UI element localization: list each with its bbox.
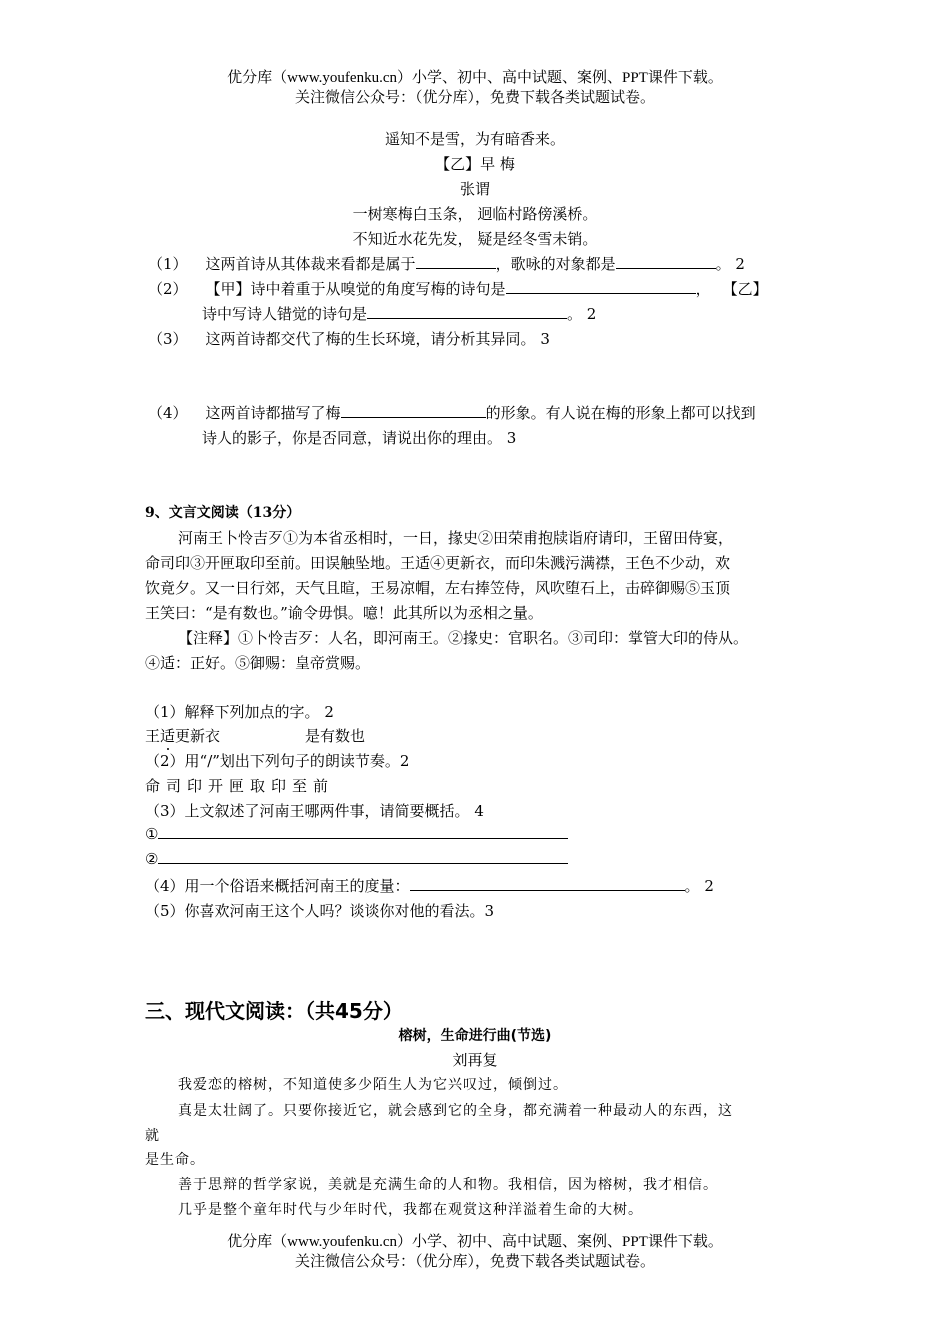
q8-q2-blank-1[interactable]: [506, 292, 696, 294]
article-line-5: 善于思辩的哲学家说，美就是充满生命的人和物。我相信，因为榕树，我才相信。: [178, 1177, 718, 1193]
article-line-2: 真是太壮阔了。只要你接近它，就会感到它的全身，都充满着一种最动人的东西，这: [178, 1103, 733, 1119]
q8-q1-blank-1[interactable]: [416, 267, 496, 269]
q8-q2-text-c: 【乙】: [722, 280, 768, 298]
footer-line-1: 优分库（www.youfenku.cn）小学、初中、高中试题、案例、PPT课件下载。: [227, 1234, 723, 1250]
q8-q2-text-d: 诗中写诗人错觉的诗句是: [202, 305, 368, 323]
q9-sq3-marker-2: ②: [145, 850, 159, 868]
q9-passage-line-4: 王笑曰：“是有数也。”谕令毋惧。噫！此其所以为丞相之量。: [145, 604, 543, 622]
q8-question-2-cont: [202, 303, 596, 324]
q9-sub-question-3: （3）上文叙述了河南王哪两件事，请简要概括。 4: [145, 802, 484, 820]
q9-sq3-blank-1[interactable]: [158, 837, 568, 839]
q8-q1-text-b: ，歌咏的对象都是: [495, 255, 616, 273]
q9-sq1-word-2: [305, 725, 365, 746]
header-line-2: 关注微信公众号：（优分库），免费下载各类试题试卷。: [294, 90, 655, 106]
q9-sq1-w1-post: 更新衣: [175, 727, 221, 745]
q9-sq4-blank[interactable]: [410, 889, 685, 891]
q9-passage-line-1: 河南王卜怜吉歹①为本省丞相时，一日，掾史②田荣甫抱牍诣府请印，王留田侍宴，: [178, 529, 734, 547]
q9-sq1-word-1: [145, 725, 220, 746]
q8-question-1: [148, 253, 745, 274]
q8-q3-number: （3）: [148, 330, 188, 348]
q8-question-3: [148, 328, 550, 349]
q9-sq1-w2-post: 也: [350, 727, 366, 745]
q9-passage-line-2: 命司印③开匣取印至前。田误触坠地。王适④更新衣，而印朱溅污满襟，王色不少动，欢: [145, 554, 731, 572]
poem-b-line-2: 不知近水花先发， 疑是经冬雪未销。: [352, 230, 598, 248]
q9-sub-question-4: [145, 875, 714, 896]
header-line-1: 优分库（www.youfenku.cn）小学、初中、高中试题、案例、PPT课件下载。: [227, 70, 723, 86]
q9-sq1-w1-dotted: 适: [160, 727, 176, 745]
q9-sq3-answer-1: [145, 825, 568, 843]
q8-q1-number: （1）: [148, 255, 188, 273]
q9-sq3-marker-1: ①: [145, 825, 159, 843]
q8-q4-number: （4）: [148, 404, 188, 422]
q9-sq1-w1-pre: 王: [145, 727, 161, 745]
article-line-3: 就: [145, 1128, 160, 1144]
q8-question-2: [148, 278, 768, 299]
q9-note-line-2: ④适：正好。⑤御赐：皇帝赏赐。: [145, 654, 371, 672]
poem-b-line-1: 一树寒梅白玉条， 迥临村路傍溪桥。: [352, 205, 598, 223]
q9-sq2-sentence: 命司印开匣取印至前: [145, 777, 335, 795]
article-line-6: 几乎是整个童年时代与少年时代，我都在观赏这种洋溢着生命的大树。: [178, 1202, 643, 1218]
q9-sq1-w2-dotted: 数: [335, 727, 351, 745]
q9-note-line-1: 【注释】①卜怜吉歹：人名，即河南王。②掾史：官职名。③司印：掌管大印的侍从。: [178, 629, 749, 647]
q9-sq4-text-b: 。 2: [684, 877, 714, 895]
q9-sub-question-1: （1）解释下列加点的字。 2: [145, 703, 334, 721]
poem-b-author: 张谓: [459, 180, 490, 198]
q8-q2-text-a: 【甲】诗中着重于从嗅觉的角度写梅的诗句是: [205, 280, 506, 298]
q9-sub-question-5: （5）你喜欢河南王这个人吗？谈谈你对他的看法。3: [145, 902, 495, 920]
poem-a-tail: 遥知不是雪，为有暗香来。: [384, 130, 565, 148]
q9-sub-question-2: （2）用“/”划出下列句子的朗读节奏。2: [145, 752, 410, 770]
q8-q2-number: （2）: [148, 280, 188, 298]
q8-q1-text-a: 这两首诗从其体裁来看都是属于: [205, 255, 416, 273]
section-3-heading: 三、现代文阅读：（共45分）: [145, 999, 403, 1023]
q8-q2-blank-2[interactable]: [367, 317, 567, 319]
q9-title: 9、文言文阅读（13分）: [145, 505, 301, 521]
article-line-4: 是生命。: [145, 1152, 205, 1168]
q9-passage-line-3: 饮竟夕。又一日行郊，天气且暄，王易凉帽，左右捧笠侍，风吹堕石上，击碎御赐⑤玉顶: [145, 579, 731, 597]
q9-sq4-text-a: （4）用一个俗语来概括河南王的度量：: [145, 877, 410, 895]
q8-q2-text-e: 。 2: [567, 305, 597, 323]
poem-b-title: 【乙】早 梅: [435, 155, 515, 173]
footer-line-2: 关注微信公众号：（优分库），免费下载各类试题试卷。: [294, 1254, 655, 1270]
q8-q4-text-b: 的形象。有人说在梅的形象上都可以找到: [485, 404, 756, 422]
article-author: 刘再复: [452, 1051, 498, 1069]
article-title: 榕树，生命进行曲(节选): [398, 1028, 552, 1044]
q8-question-4: [148, 402, 756, 423]
q8-q4-blank[interactable]: [341, 416, 486, 418]
q9-sq3-answer-2: [145, 850, 568, 868]
q8-q2-text-b: ，: [695, 280, 711, 298]
q9-sq3-blank-2[interactable]: [158, 862, 568, 864]
q8-q1-text-c: 。 2: [715, 255, 745, 273]
q8-q4-text-a: 这两首诗都描写了梅: [205, 404, 341, 422]
q8-q3-text: 这两首诗都交代了梅的生长环境，请分析其异同。 3: [205, 330, 550, 348]
q8-q1-blank-2[interactable]: [616, 267, 716, 269]
q9-sq1-w2-pre: 是有: [305, 727, 336, 745]
q8-q4-text-c: 诗人的影子，你是否同意，请说出你的理由。 3: [202, 429, 517, 447]
article-line-1: 我爱恋的榕树，不知道使多少陌生人为它兴叹过，倾倒过。: [178, 1077, 568, 1093]
